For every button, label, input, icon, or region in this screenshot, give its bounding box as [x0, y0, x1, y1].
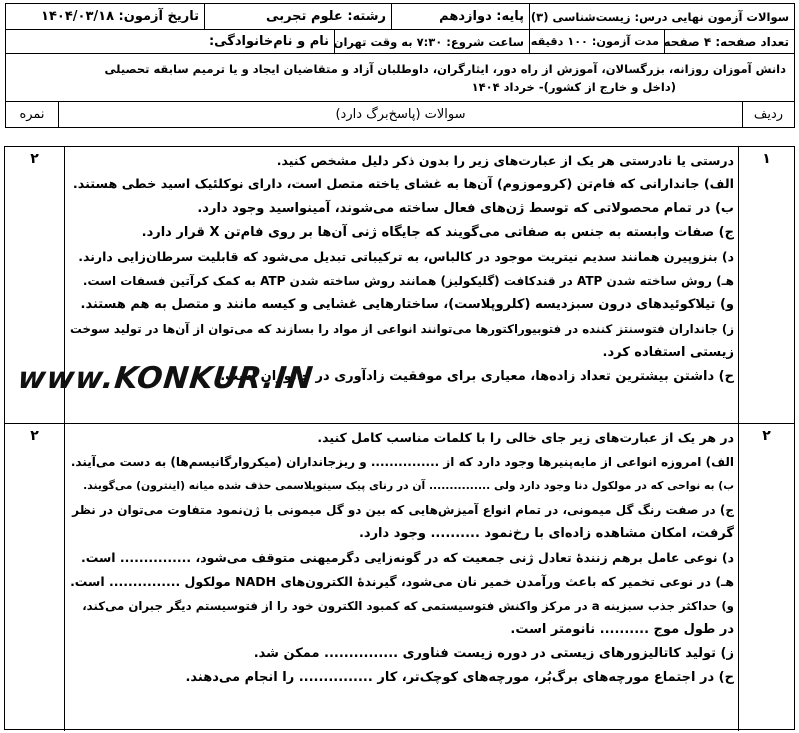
header-row-4	[6, 101, 794, 127]
exam-header	[5, 3, 795, 128]
list-item: هـ) روش ساخته شدن ATP در قندکافت (گلیکولیز) همانند روش ساخته شدن ATP به کمک کرآتین فسفات است.	[82, 274, 734, 288]
header-row-2	[6, 29, 794, 53]
list-item: د) بنزوپیرن همانند سدیم نیتریت موجود در کالباس، به ترکیباتی تبدیل می‌شود که قابلیت سرطان‌زایی دارند.	[78, 249, 734, 264]
course-title: سوالات آزمون نهایی درس: زیست‌شناسی (۳)	[529, 4, 794, 29]
list-item: الف) جاندارانی که فام‌تن (کروموزوم) آن‌ها به غشای یاخته متصل است، دارای نوکلئیک اسید خطی هستند.	[72, 177, 734, 192]
list-item: در طول موج .......... نانومتر است.	[510, 622, 734, 637]
exam-date: تاریخ آزمون: ۱۴۰۴/۰۳/۱۸	[41, 9, 199, 24]
list-item: ح) در اجتماع مورچه‌های برگ‌بُر، مورچه‌های کوچک‌تر، کار ............... را انجام می‌دهند.	[185, 670, 734, 685]
list-item: الف) امروزه انواعی از مایه‌پنیرها وجود دارد که از ............... و ریزجانداران (میکروارگانیسم‌ها) به دست می‌آیند.	[70, 455, 734, 469]
start-time: ساعت شروع: ۷:۳۰ به وقت تهران	[334, 30, 529, 53]
col-row-label: ردیف	[742, 102, 794, 127]
list-item: ز) تولید کاتالیزورهای زیستی در دوره زیست فناوری ............... ممکن شد.	[253, 646, 734, 661]
header-row-3	[6, 53, 794, 101]
header-row-1	[6, 3, 794, 29]
question-number: ۱	[738, 147, 794, 423]
duration: مدت آزمون: ۱۰۰ دقیقه	[529, 30, 664, 53]
question-title: در هر یک از عبارت‌های زیر جای خالی را با کلمات مناسب کامل کنید.	[317, 430, 734, 445]
field: رشته: علوم تجربی	[204, 4, 391, 29]
name-field: نام و نام‌خانوادگی:	[208, 34, 329, 49]
list-item: گرفت، امکان مشاهده زاده‌ای با رخ‌نمود .......... وجود دارد.	[358, 526, 734, 541]
list-item: و) حداکثر جذب سبزینه a در مرکز واکنش فتوسیستمی که کمبود الکترون خود را از فتوسیستم دیگر جبران می‌کند،	[82, 599, 734, 613]
page-count: تعداد صفحه: ۴ صفحه	[664, 30, 794, 53]
question-title: درستی یا نادرستی هر یک از عبارت‌های زیر را بدون ذکر دلیل مشخص کنید.	[276, 153, 734, 168]
question-2	[5, 423, 794, 731]
col-questions-label: سوالات (پاسخ‌برگ دارد)	[58, 102, 742, 127]
questions-table	[4, 146, 795, 730]
list-item: ج) در صفت رنگ گل میمونی، در تمام انواع آمیزش‌هایی که بین دو گل میمونی با ژن‌نمود متفاوت می‌توان در نظر	[72, 503, 734, 517]
list-item: ز) جانداران فتوسنتز کننده در فتوبیوراکتورها می‌توانند انواعی از مواد را بسازند که می‌توان از آن‌ها در تولید سوخت	[70, 322, 734, 336]
question-body	[71, 424, 734, 731]
audience	[6, 54, 794, 101]
list-item: و) تیلاکوئیدهای درون سبزدیسه (کلروپلاست)، ساختارهایی غشایی و کیسه مانند و متصل به هم هستند.	[80, 297, 734, 312]
question-score: ۲	[5, 424, 65, 731]
question-number: ۲	[738, 424, 794, 731]
list-item: د) نوعی عامل برهم زنندهٔ تعادل ژنی جمعیت که در گونه‌زایی دگرمیهنی متوقف می‌شود، ............... است.	[81, 550, 734, 565]
list-item: ب) در تمام محصولاتی که توسط ژن‌های فعال ساخته می‌شوند، آمینواسید وجود دارد.	[197, 201, 734, 216]
audience-line-2: (داخل و خارج از کشور)- خرداد ۱۴۰۴	[471, 79, 676, 94]
list-item: هـ) در نوعی تخمیر که باعث ورآمدن خمیر نان می‌شود، گیرندهٔ الکترون‌های NADH مولکول ............... است.	[70, 574, 734, 589]
grade: پایه: دوازدهم	[391, 4, 529, 29]
list-item: زیستی استفاده کرد.	[602, 345, 734, 360]
list-item: ح) داشتن بیشترین تعداد زاده‌ها، معیاری برای موفقیت زادآوری در جانوران است.	[220, 369, 734, 384]
audience-line-1: دانش آموزان روزانه، بزرگسالان، آموزش از راه دور، ایثارگران، داوطلبان آزاد و متقاضیان ایجاد و یا ترمیم سابقه تحصیلی	[104, 61, 786, 76]
question-score: ۲	[5, 147, 65, 423]
watermark-logo: www.KONKUR.IN	[16, 361, 316, 396]
list-item: ب) به نواحی که در مولکول دنا وجود دارد ولی ............... آن در رنای پیک سیتوپلاسمی حذف شده میانه (اینترون) می‌گویند.	[83, 479, 734, 492]
list-item: ج) صفات وابسته به جنس به صفاتی می‌گویند که جایگاه ژنی آن‌ها بر روی فام‌تن X قرار دارد.	[141, 225, 734, 240]
col-score-label: نمره	[19, 107, 45, 122]
